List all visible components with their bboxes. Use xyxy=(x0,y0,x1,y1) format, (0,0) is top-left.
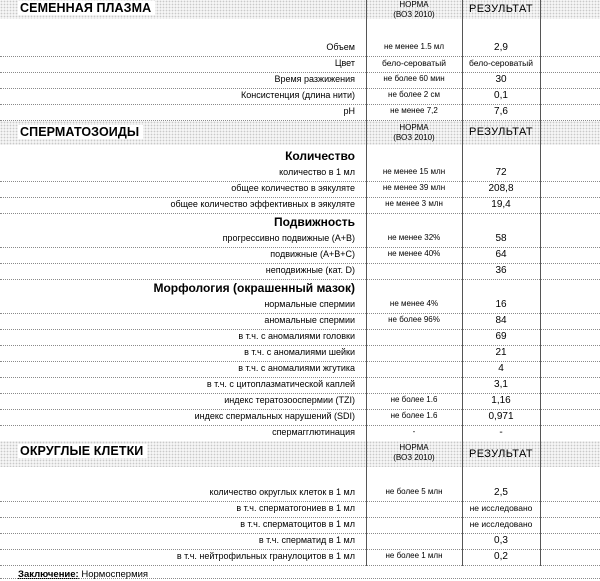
result-column-header: РЕЗУЛЬТАТ xyxy=(468,3,534,15)
conclusion-value: Нормоспермия xyxy=(81,569,149,580)
table-row: индекс спермальных нарушений (SDI) не более 1.6 0,971 xyxy=(0,410,600,426)
table-row: в т.ч. сперматогониев в 1 мл не исследовано xyxy=(0,502,600,518)
column-divider xyxy=(462,0,463,566)
table-row: в т.ч. с аномалиями жгутика 4 xyxy=(0,362,600,378)
table-row: в т.ч. сперматид в 1 мл 0,3 xyxy=(0,534,600,550)
result-column-header: РЕЗУЛЬТАТ xyxy=(468,448,534,460)
table-row: в т.ч. с аномалиями головки 69 xyxy=(0,330,600,346)
table-row: в т.ч. с аномалиями шейки 21 xyxy=(0,346,600,362)
divider xyxy=(0,578,600,579)
table-row: нормальные спермии не менее 4% 16 xyxy=(0,298,600,314)
result-column-header: РЕЗУЛЬТАТ xyxy=(468,126,534,138)
subsection-title: Количество xyxy=(285,149,355,163)
table-row: Консистенция (длина нити) не более 2 см 0,1 xyxy=(0,89,600,105)
column-divider xyxy=(540,0,541,566)
table-row: подвижные (A+B+C) не менее 40% 64 xyxy=(0,248,600,264)
table-row: индекс тератозооспермии (TZI) не более 1.6 1,16 xyxy=(0,394,600,410)
table-row: количество в 1 мл не менее 15 млн 72 xyxy=(0,166,600,182)
section-header-spermatozoa xyxy=(0,121,600,145)
norm-column-header: НОРМА (ВОЗ 2010) xyxy=(393,123,435,142)
table-row: общее количество эффективных в эякуляте не менее 3 млн 19,4 xyxy=(0,198,600,214)
table-row: неподвижные (кат. D) 36 xyxy=(0,264,600,280)
section-header-round-cells xyxy=(0,441,600,467)
table-row: прогрессивно подвижные (A+B) не менее 32% 58 xyxy=(0,232,600,248)
table-row: количество округлых клеток в 1 мл не более 5 млн 2,5 xyxy=(0,486,600,502)
table-row: Время разжижения не более 60 мин 30 xyxy=(0,73,600,89)
column-divider xyxy=(366,0,367,566)
norm-column-header: НОРМА (ВОЗ 2010) xyxy=(393,443,435,462)
section-title: СЕМЕННАЯ ПЛАЗМА xyxy=(18,1,155,15)
subsection-title: Подвижность xyxy=(273,215,355,229)
section-title: ОКРУГЛЫЕ КЛЕТКИ xyxy=(18,444,147,458)
table-row: в т.ч. сперматоцитов в 1 мл не исследовано xyxy=(0,518,600,534)
table-row: в т.ч. с цитоплазматической каплей 3,1 xyxy=(0,378,600,394)
table-row: pH не менее 7,2 7,6 xyxy=(0,105,600,121)
table-row: общее количество в эякуляте не менее 39 млн 208,8 xyxy=(0,182,600,198)
conclusion-label: Заключение: xyxy=(18,569,79,580)
section-title: СПЕРМАТОЗОИДЫ xyxy=(18,125,143,139)
section-header-semen-plasma xyxy=(0,0,600,19)
table-row: аномальные спермии не более 96% 84 xyxy=(0,314,600,330)
subsection-title: Морфология (окрашенный мазок) xyxy=(153,281,355,295)
table-row: Цвет бело-сероватый бело-сероватый xyxy=(0,57,600,73)
table-row: Объем не менее 1.5 мл 2,9 xyxy=(0,41,600,57)
table-row: в т.ч. нейтрофильных гранулоцитов в 1 мл не более 1 млн 0,2 xyxy=(0,550,600,566)
table-row: спермагглютинация - - xyxy=(0,426,600,442)
norm-column-header: НОРМА (ВОЗ 2010) xyxy=(393,0,435,19)
